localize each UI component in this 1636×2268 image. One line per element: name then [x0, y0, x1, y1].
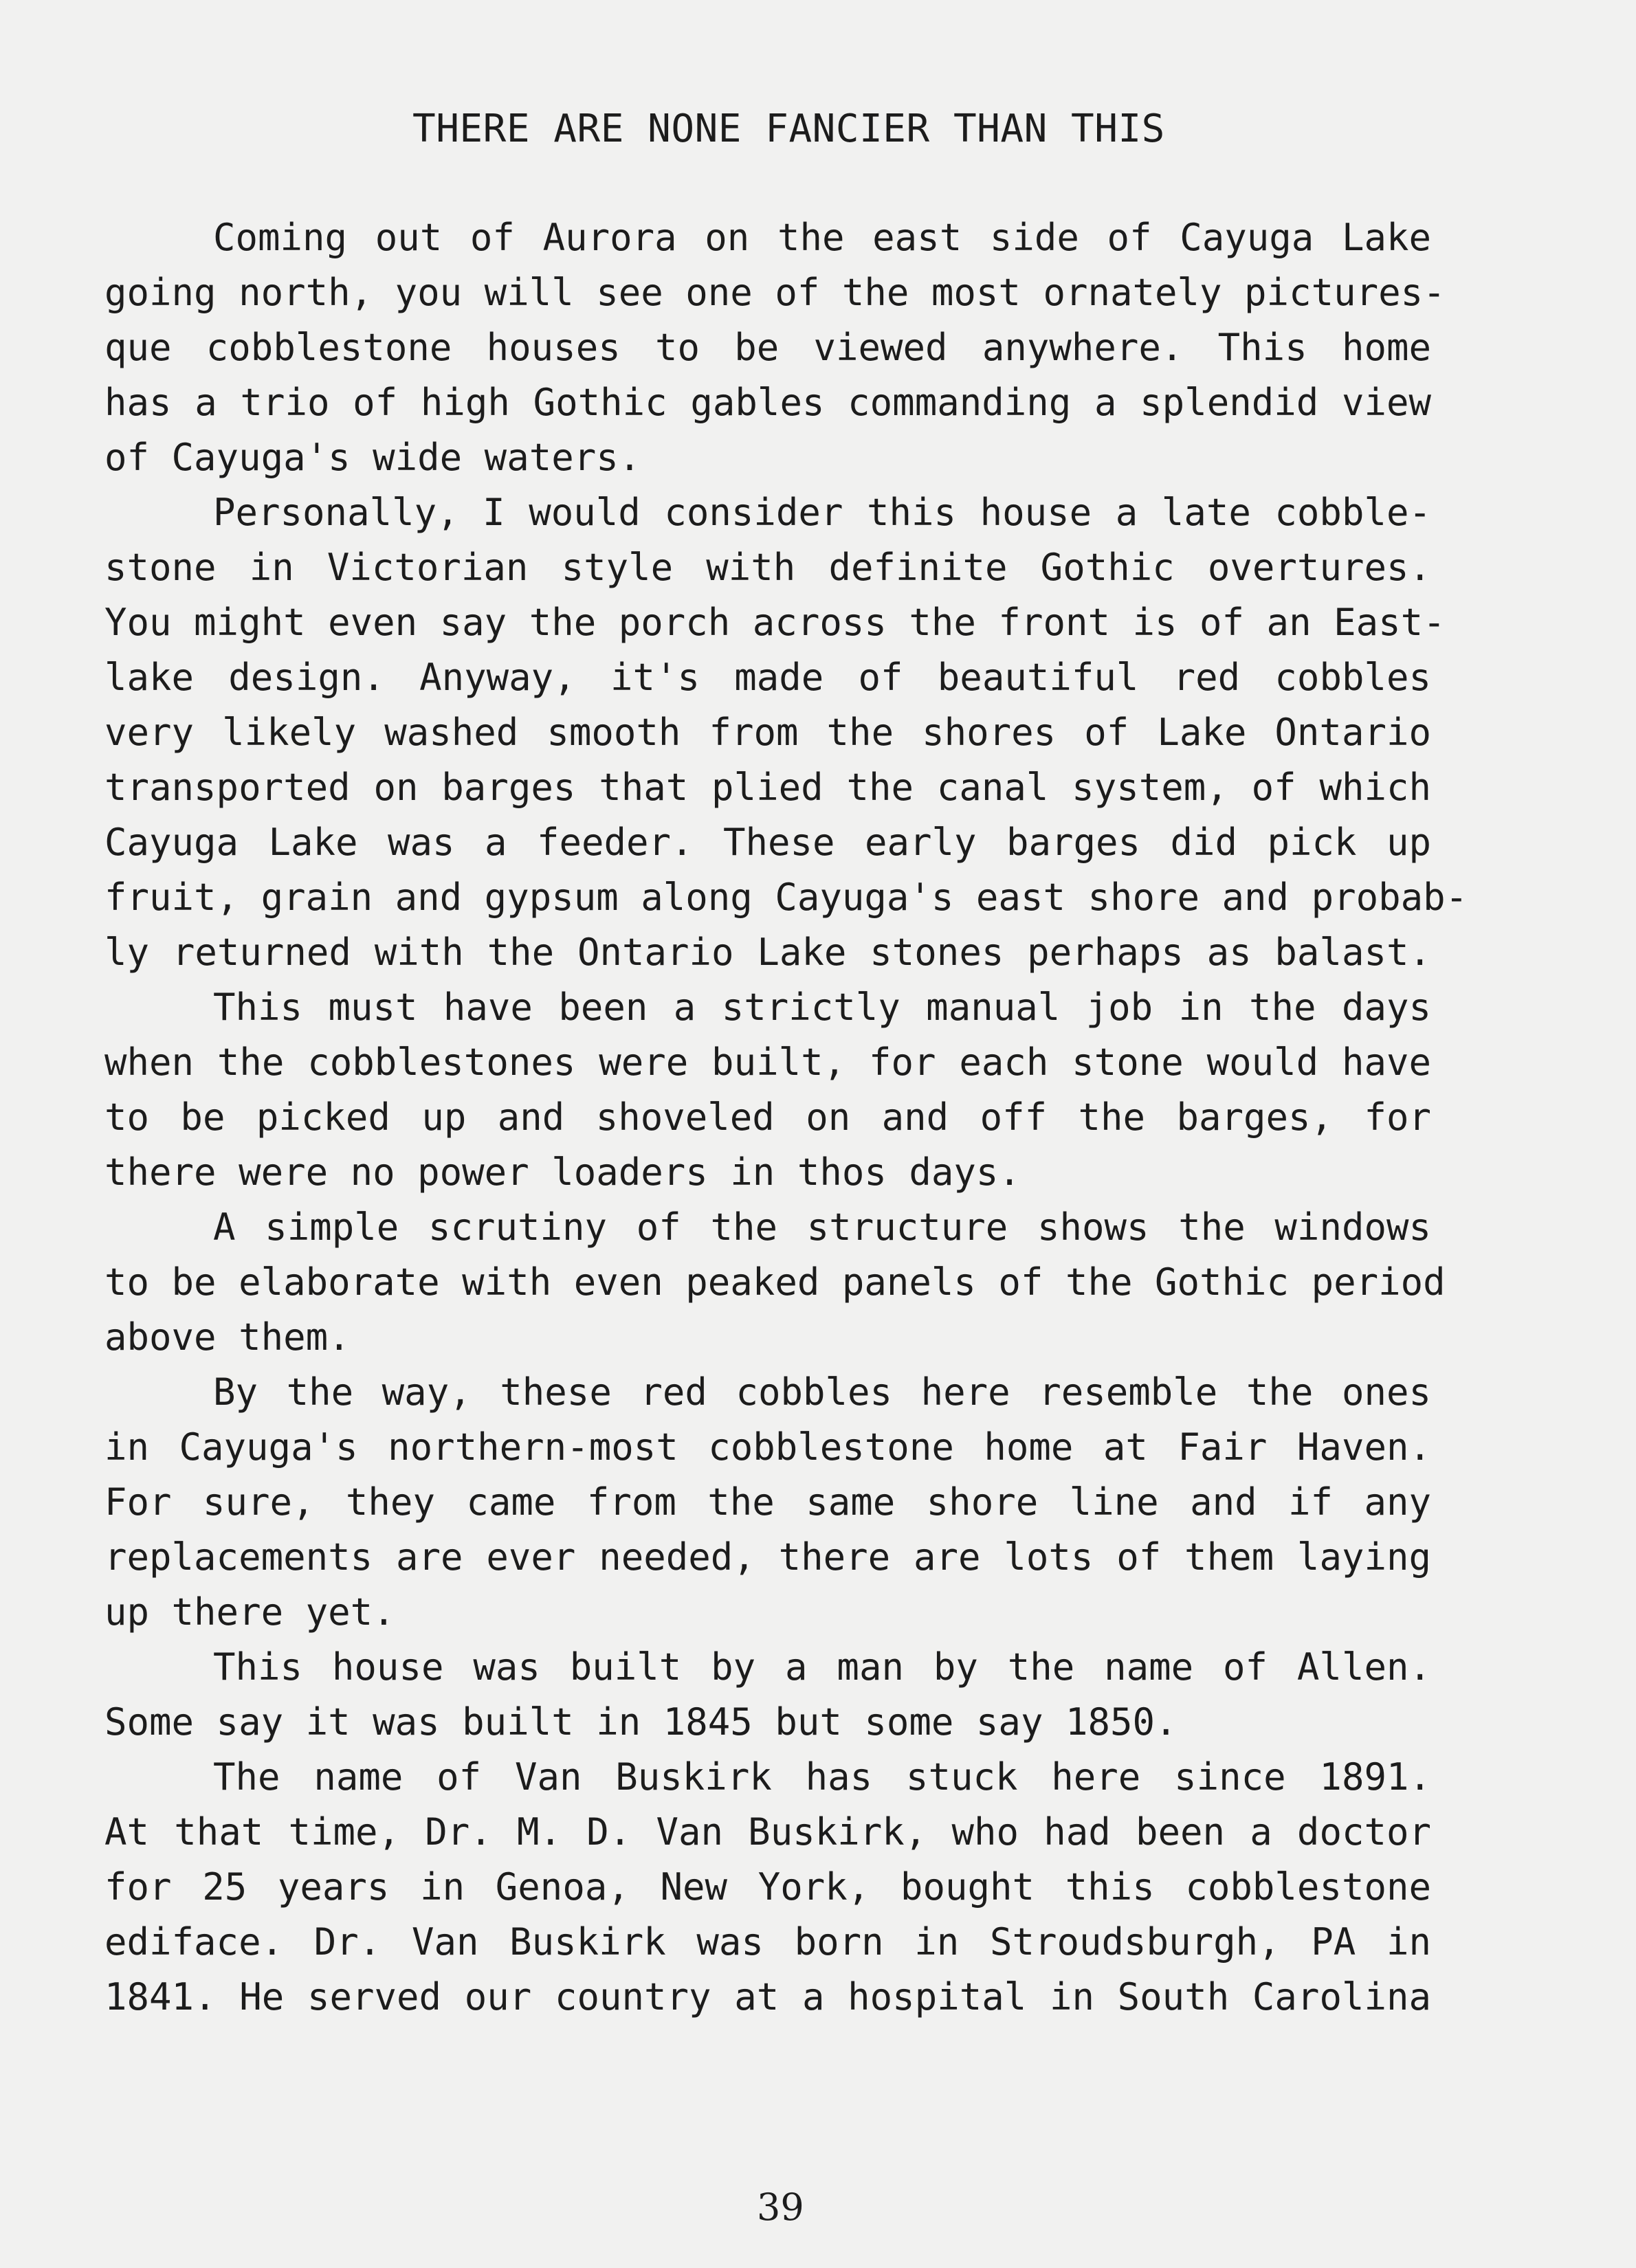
text-line: above them. [104, 1315, 351, 1359]
text-line: of Cayuga's wide waters. [104, 436, 641, 479]
text-line: there were no power loaders in thos days. [104, 1150, 1021, 1194]
text-line: At that time, Dr. M. D. Van Buskirk, who had been a doctor [104, 1810, 1431, 1854]
text-line: going north, you will see one of the most ornately pictures- [104, 271, 1446, 314]
text-line: ediface. Dr. Van Buskirk was born in Stroudsburgh, PA in [104, 1920, 1431, 1964]
text-line: A simple scrutiny of the structure shows the windows [213, 1205, 1431, 1249]
text-line: transported on barges that plied the canal system, of which [104, 766, 1431, 809]
page-number: 39 [757, 2186, 804, 2229]
text-line: Personally, I would consider this house a late cobble- [213, 491, 1431, 534]
text-line: fruit, grain and gypsum along Cayuga's east shore and probab- [104, 876, 1468, 919]
text-line: for 25 years in Genoa, New York, bought this cobblestone [104, 1865, 1431, 1909]
text-line: Coming out of Aurora on the east side of Cayuga Lake [213, 216, 1431, 259]
text-line: Cayuga Lake was a feeder. These early barges did pick up [104, 821, 1431, 864]
text-line: has a trio of high Gothic gables commanding a splendid view [104, 381, 1431, 424]
text-line: replacements are ever needed, there are lots of them laying [104, 1535, 1431, 1579]
text-line: que cobblestone houses to be viewed anywhere. This home [104, 326, 1431, 369]
text-line: 1841. He served our country at a hospital in South Carolina [104, 1975, 1431, 2019]
body-text [104, 210, 1468, 2025]
text-line: to be elaborate with even peaked panels of the Gothic period [104, 1260, 1446, 1304]
text-line: lake design. Anyway, it's made of beautiful red cobbles [104, 656, 1431, 699]
text-line: For sure, they came from the same shore line and if any [104, 1480, 1431, 1524]
text-line: stone in Victorian style with definite Gothic overtures. [104, 546, 1431, 589]
text-line: up there yet. [104, 1590, 395, 1634]
text-line: in Cayuga's northern-most cobblestone home at Fair Haven. [104, 1425, 1431, 1469]
page-title: THERE ARE NONE FANCIER THAN THIS [412, 107, 1165, 151]
text-line: very likely washed smooth from the shores of Lake Ontario [104, 711, 1431, 754]
text-line: The name of Van Buskirk has stuck here since 1891. [213, 1755, 1431, 1799]
text-line: Some say it was built in 1845 but some say 1850. [104, 1700, 1178, 1744]
text-line: By the way, these red cobbles here resemble the ones [213, 1370, 1431, 1414]
text-line: when the cobblestones were built, for each stone would have [104, 1041, 1431, 1084]
text-line: You might even say the porch across the front is of an East- [104, 601, 1446, 644]
text-line: This must have been a strictly manual job in the days [213, 986, 1431, 1029]
text-line: ly returned with the Ontario Lake stones perhaps as balast. [104, 931, 1431, 974]
text-line: to be picked up and shoveled on and off the barges, for [104, 1096, 1431, 1139]
text-line: This house was built by a man by the name of Allen. [213, 1645, 1431, 1689]
